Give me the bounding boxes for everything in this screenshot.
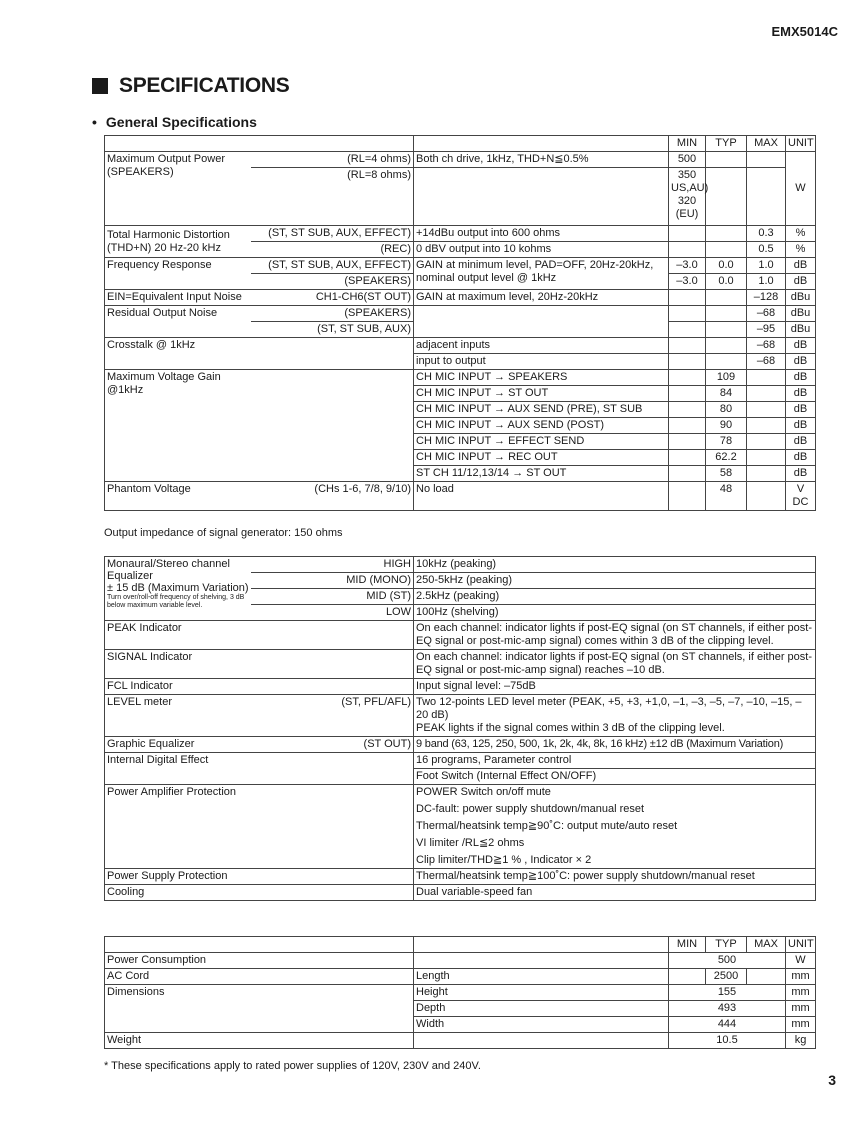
table-row: LOW 100Hz (shelving): [105, 605, 816, 621]
table-row: Cooling Dual variable-speed fan: [105, 885, 816, 901]
eq-label: Monaural/Stereo channel Equalizer ± 15 dB (Maximum Variation) Turn over/roll-off frequency of shelving, 3 dB below maximum variable level.: [105, 557, 251, 621]
table-row: Graphic Equalizer (ST OUT) 9 band (63, 125, 250, 500, 1k, 2k, 4k, 8k, 16 kHz) ±12 dB (Maximum Variation): [105, 737, 816, 753]
table-row: CH MIC INPUT → REC OUT 62.2 dB: [105, 450, 816, 466]
table-row: PEAK Indicator On each channel: indicator lights if post-EQ signal (on ST channels, if either post-EQ signal or post-mic-amp signal) comes within 3 dB of the clipping level.: [105, 621, 816, 650]
table-row: LEVEL meter (ST, PFL/AFL) Two 12-points LED level meter (PEAK, +5, +3, +1,0, –1, –3, –5, –7, –10, –15, –20 dB) PEAK lights if the signal comes within 3 dB of the clipping level.: [105, 695, 816, 737]
section-heading: • General Specifications: [92, 114, 257, 130]
table-row: Frequency Response (ST, ST SUB, AUX, EFFECT) GAIN at minimum level, PAD=OFF, 20Hz-20kHz, nominal output level @ 1kHz –3.0 0.0 1.0 dB: [105, 258, 816, 274]
table-row: CH MIC INPUT → AUX SEND (PRE), ST SUB 80 dB: [105, 402, 816, 418]
table-row: SIGNAL Indicator On each channel: indicator lights if post-EQ signal (on ST channels, if either post-EQ signal or post-mic-amp signal) reaches –10 dB.: [105, 650, 816, 679]
header-row: [105, 136, 816, 152]
table-row: Crosstalk @ 1kHz adjacent inputs –68 dB: [105, 338, 816, 354]
table-row: ST CH 11/12,13/14 → ST OUT 58 dB: [105, 466, 816, 482]
table-row: Monaural/Stereo channel Equalizer ± 15 dB (Maximum Variation) Turn over/roll-off frequency of shelving, 3 dB below maximum variable level. HIGH 10kHz (peaking): [105, 557, 816, 573]
table-row: Maximum Voltage Gain @1kHz CH MIC INPUT → SPEAKERS 109 dB: [105, 370, 816, 386]
header-row: MIN TYP MAX UNIT: [105, 937, 816, 953]
table-row: Power Supply Protection Thermal/heatsink temp≧100˚C: power supply shutdown/manual reset: [105, 869, 816, 885]
general-specs-table: [104, 135, 816, 511]
table-row: Foot Switch (Internal Effect ON/OFF): [105, 769, 816, 785]
col-unit: UNIT: [786, 136, 816, 152]
table-row: EIN=Equivalent Input Noise CH1-CH6(ST OUT) GAIN at maximum level, 20Hz-20kHz –128 dBu: [105, 290, 816, 306]
col-max: MAX: [747, 136, 786, 152]
table-row: DC-fault: power supply shutdown/manual reset: [105, 800, 816, 817]
table-row: (REC) 0 dBV output into 10 kohms 0.5 %: [105, 242, 816, 258]
physical-specs-table: [104, 936, 816, 1049]
table-row: Maximum Output Power (SPEAKERS) (RL=4 ohms) Both ch drive, 1kHz, THD+N≦0.5% 500 W: [105, 152, 816, 168]
table-row: MID (MONO) 250-5kHz (peaking): [105, 573, 816, 589]
page-title: SPECIFICATIONS: [92, 74, 289, 98]
table-row: Residual Output Noise (SPEAKERS) –68 dBu: [105, 306, 816, 322]
table-row: (SPEAKERS) –3.0 0.0 1.0 dB: [105, 274, 816, 290]
footnote: * These specifications apply to rated power supplies of 120V, 230V and 240V.: [104, 1060, 481, 1072]
table-row: Internal Digital Effect 16 programs, Parameter control: [105, 753, 816, 769]
features-table: [104, 556, 816, 901]
table-row: Power Amplifier Protection POWER Switch on/off mute: [105, 785, 816, 801]
table-row: AC Cord Length 2500 mm: [105, 969, 816, 985]
table-row: CH MIC INPUT → ST OUT 84 dB: [105, 386, 816, 402]
model-number: EMX5014C: [771, 24, 838, 39]
signal-generator-note: Output impedance of signal generator: 150 ohms: [104, 527, 343, 539]
table-row: Thermal/heatsink temp≧90˚C: output mute/auto reset: [105, 817, 816, 834]
table-row: Dimensions Height 155 mm: [105, 985, 816, 1001]
table-row: MID (ST) 2.5kHz (peaking): [105, 589, 816, 605]
table-row: Depth 493 mm: [105, 1001, 816, 1017]
table-row: Width 444 mm: [105, 1017, 816, 1033]
table-row: Phantom Voltage (CHs 1-6, 7/8, 9/10) No load 48 V DC: [105, 482, 816, 511]
page-number: 3: [828, 1072, 836, 1088]
table-row: Total Harmonic Distortion (THD+N) 20 Hz-20 kHz (ST, ST SUB, AUX, EFFECT) +14dBu output into 600 ohms 0.3 %: [105, 226, 816, 242]
col-min: MIN: [669, 136, 706, 152]
table-row: input to output –68 dB: [105, 354, 816, 370]
table-row: Weight 10.5 kg: [105, 1033, 816, 1049]
col-typ: TYP: [706, 136, 747, 152]
table-row: Clip limiter/THD≧1 % , Indicator × 2: [105, 851, 816, 869]
row-label: Maximum Output Power (SPEAKERS): [105, 152, 251, 226]
bullet-icon: •: [92, 114, 97, 130]
table-row: VI limiter /RL≦2 ohms: [105, 834, 816, 851]
table-row: CH MIC INPUT → EFFECT SEND 78 dB: [105, 434, 816, 450]
table-row: CH MIC INPUT → AUX SEND (POST) 90 dB: [105, 418, 816, 434]
table-row: Power Consumption 500 W: [105, 953, 816, 969]
table-row: (ST, ST SUB, AUX) –95 dBu: [105, 322, 816, 338]
table-row: (RL=8 ohms) 350 US,AU) 320 (EU): [105, 168, 816, 226]
table-row: FCL Indicator Input signal level: –75dB: [105, 679, 816, 695]
square-bullet-icon: [92, 78, 108, 94]
